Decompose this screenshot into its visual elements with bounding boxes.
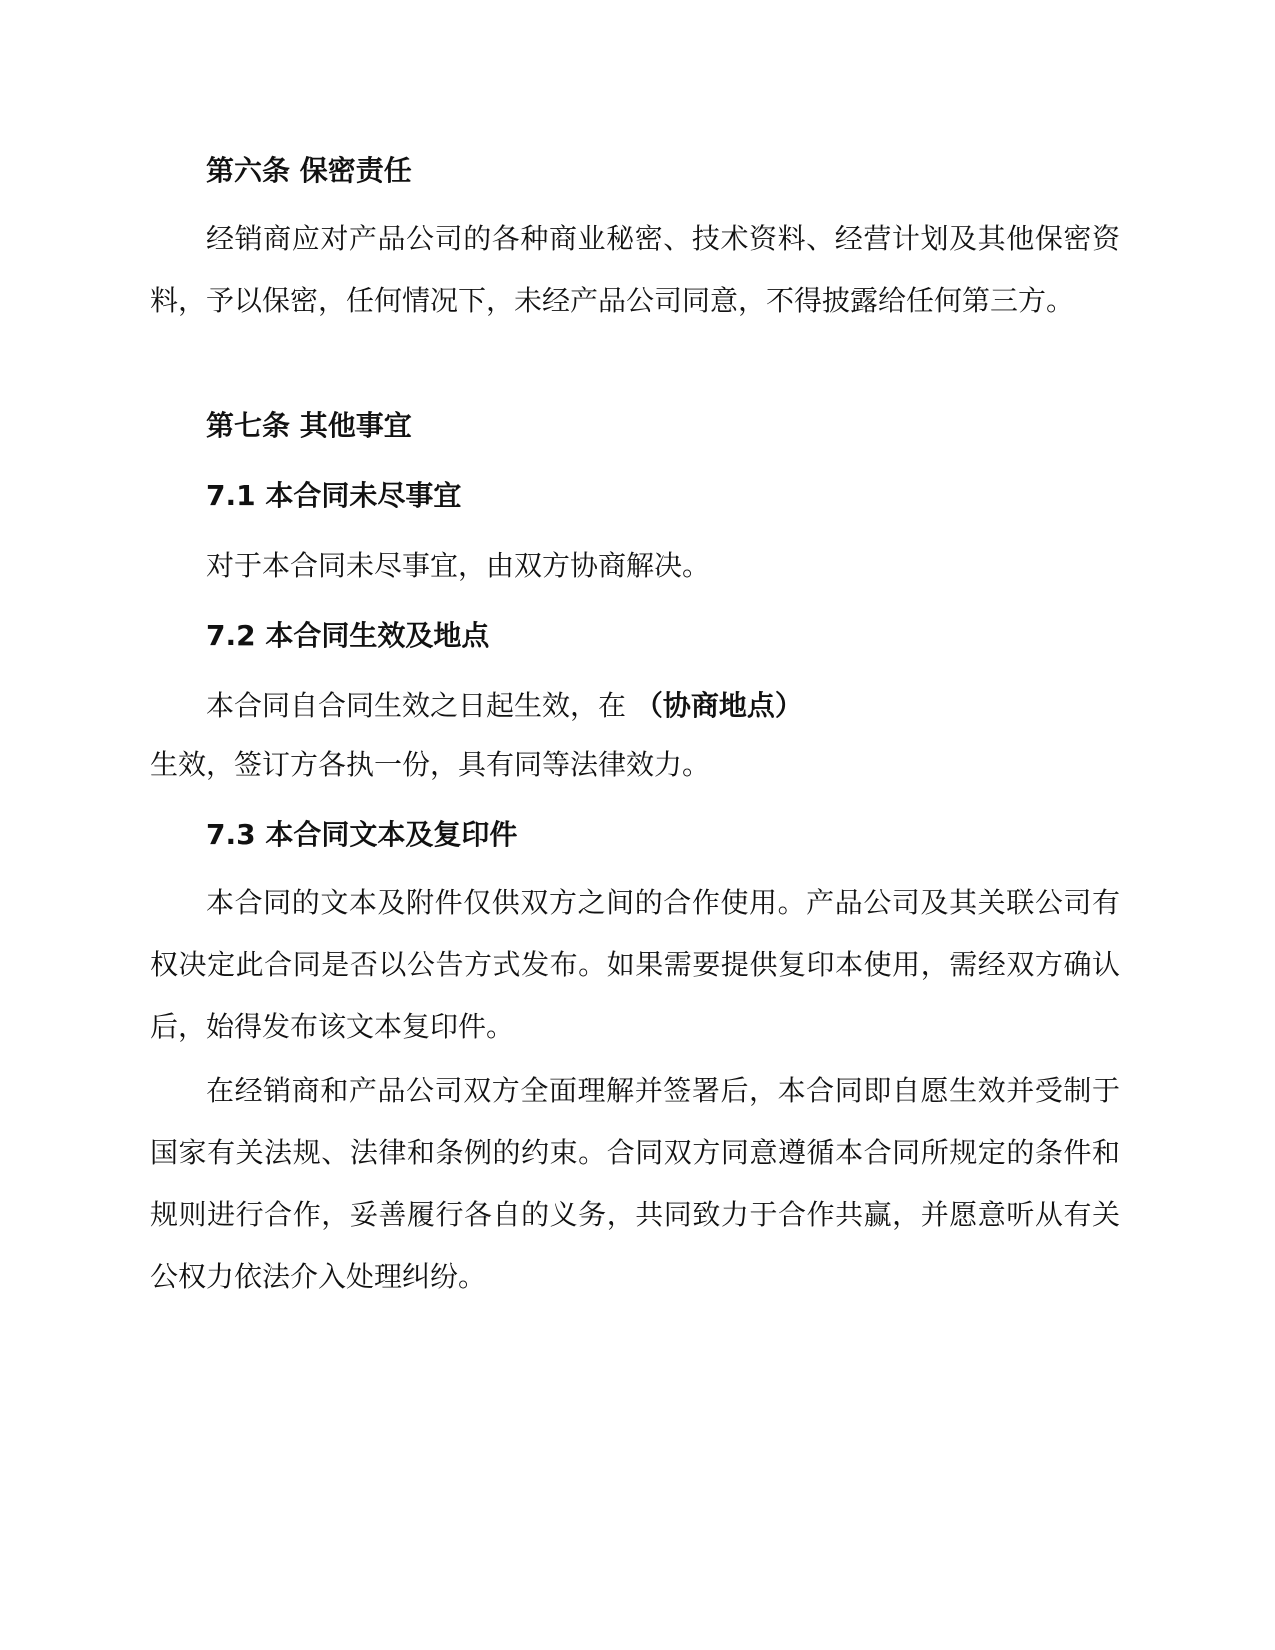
section-6-title: 第六条 保密责任: [206, 154, 412, 187]
section-7-3-title: 7.3 本合同文本及复印件: [206, 818, 518, 851]
section-7-1-body: 对于本合同未尽事宜，由双方协商解决。: [206, 549, 711, 582]
section-7-title: 第七条 其他事宜: [206, 409, 412, 442]
section-6-body: 经销商应对产品公司的各种商业秘密、技术资料、经营计划及其他保密资料，予以保密，任何情况下，未经产品公司同意，不得披露给任何第三方。: [150, 222, 1120, 317]
section-7-2-title: 7.2 本合同生效及地点: [206, 619, 490, 652]
section-7-2-body-line2: 生效，签订方各执一份，具有同等法律效力。: [150, 748, 711, 781]
section-7-3-body: 本合同的文本及附件仅供双方之间的合作使用。产品公司及其关联公司有权决定此合同是否以公告方式发布。如果需要提供复印本使用，需经双方确认后，始得发布该文本复印件。: [150, 886, 1120, 1043]
section-7-2-place: （协商地点）: [634, 689, 803, 722]
closing-paragraph: 在经销商和产品公司双方全面理解并签署后，本合同即自愿生效并受制于国家有关法规、法律和条例的约束。合同双方同意遵循本合同所规定的条件和规则进行合作，妥善履行各自的义务，共同致力于合作共赢，并愿意听从有关公权力依法介入处理纠纷。: [150, 1074, 1120, 1293]
section-7-2-body-line1: [206, 688, 803, 724]
section-7-2-body-text: 本合同自合同生效之日起生效，在: [206, 689, 627, 722]
section-7-1-title: 7.1 本合同未尽事宜: [206, 479, 462, 512]
